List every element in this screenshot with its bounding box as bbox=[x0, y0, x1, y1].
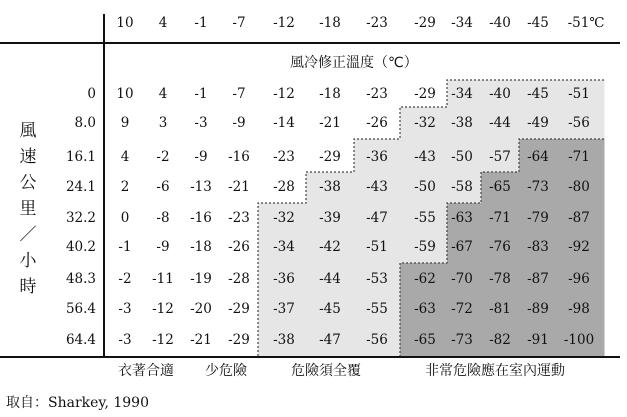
chill-value: 3 bbox=[158, 115, 168, 131]
chill-value: -7 bbox=[232, 86, 246, 102]
chill-value: -91 bbox=[527, 332, 549, 348]
chill-value: -16 bbox=[190, 210, 212, 226]
chill-value: -98 bbox=[568, 301, 590, 317]
chill-value: -43 bbox=[366, 179, 388, 195]
chill-value: -42 bbox=[319, 239, 341, 255]
chill-value: -26 bbox=[228, 239, 250, 255]
chill-value: -9 bbox=[194, 149, 208, 165]
chill-value: 9 bbox=[120, 115, 130, 131]
chill-value: -57 bbox=[489, 149, 511, 165]
wind-speed-value: 0 bbox=[87, 86, 96, 102]
chill-value: -76 bbox=[489, 239, 511, 255]
wind-speed-value: 64.4 bbox=[65, 332, 96, 348]
chill-value: 2 bbox=[120, 179, 130, 195]
legend-little-danger: 少危險 bbox=[205, 363, 247, 379]
axis-char-1: 速 bbox=[19, 147, 37, 167]
wind-speed-value: 32.2 bbox=[65, 210, 96, 226]
chill-value: -2 bbox=[156, 149, 170, 165]
subheader-corrected-temperature: 風冷修正溫度（℃） bbox=[290, 55, 418, 71]
chill-value: -20 bbox=[190, 301, 212, 317]
chill-value: 4 bbox=[158, 86, 168, 102]
wind-speed-value: 56.4 bbox=[65, 301, 96, 317]
wind-speed-value: 48.3 bbox=[65, 271, 96, 287]
chill-value: -12 bbox=[152, 332, 174, 348]
header-temp-0: 10 bbox=[116, 15, 134, 31]
header-top-rule bbox=[0, 42, 620, 44]
chill-value: -32 bbox=[414, 115, 436, 131]
chill-value: -18 bbox=[319, 86, 341, 102]
table-bottom-rule bbox=[0, 356, 620, 358]
chill-value: -29 bbox=[228, 332, 250, 348]
header-temp-7: -29 bbox=[414, 15, 436, 31]
chill-value: -51 bbox=[568, 86, 590, 102]
chill-value: -21 bbox=[190, 332, 212, 348]
axis-char-6: 時 bbox=[19, 277, 37, 297]
chill-value: 4 bbox=[120, 149, 130, 165]
axis-char-5: 小 bbox=[19, 251, 37, 271]
chill-value: -13 bbox=[190, 179, 212, 195]
legend-extreme-danger-exercise-indoors: 非常危險應在室內運動 bbox=[425, 363, 565, 379]
chill-value: -26 bbox=[366, 115, 388, 131]
chill-value: -1 bbox=[118, 239, 132, 255]
chill-value: -45 bbox=[527, 86, 549, 102]
header-temp-2: -1 bbox=[194, 15, 208, 31]
chill-value: -43 bbox=[414, 149, 436, 165]
chill-value: -96 bbox=[568, 271, 590, 287]
chill-value: -55 bbox=[414, 210, 436, 226]
chill-value: -3 bbox=[118, 301, 132, 317]
header-temp-5: -18 bbox=[319, 15, 341, 31]
chill-value: -1 bbox=[194, 86, 208, 102]
axis-char-0: 風 bbox=[19, 121, 37, 141]
chill-value: -55 bbox=[366, 301, 388, 317]
chill-value: -65 bbox=[414, 332, 436, 348]
chill-value: -45 bbox=[319, 301, 341, 317]
chill-value: -92 bbox=[568, 239, 590, 255]
chill-value: -19 bbox=[190, 271, 212, 287]
legend-danger-cover-fully: 危險須全覆 bbox=[291, 363, 361, 379]
chill-value: -65 bbox=[489, 179, 511, 195]
chill-value: -28 bbox=[228, 271, 250, 287]
chill-value: -83 bbox=[527, 239, 549, 255]
chill-value: -62 bbox=[414, 271, 436, 287]
chill-value: -71 bbox=[489, 210, 511, 226]
column-divider bbox=[103, 14, 105, 356]
chill-value: -59 bbox=[414, 239, 436, 255]
chill-value: -34 bbox=[273, 239, 295, 255]
chill-value: -11 bbox=[152, 271, 174, 287]
chill-value: -79 bbox=[527, 210, 549, 226]
chill-value: -28 bbox=[273, 179, 295, 195]
chill-value: -37 bbox=[273, 301, 295, 317]
header-temp-3: -7 bbox=[232, 15, 246, 31]
chill-value: -23 bbox=[228, 210, 250, 226]
chill-value: -49 bbox=[527, 115, 549, 131]
chill-value: -89 bbox=[527, 301, 549, 317]
chill-value: -32 bbox=[273, 210, 295, 226]
chill-value: -64 bbox=[527, 149, 549, 165]
header-temp-11: -51℃ bbox=[567, 15, 605, 31]
chill-value: -9 bbox=[232, 115, 246, 131]
chill-value: -36 bbox=[273, 271, 295, 287]
chill-value: -23 bbox=[273, 149, 295, 165]
chill-value: -81 bbox=[489, 301, 511, 317]
wind-speed-value: 16.1 bbox=[65, 149, 96, 165]
chill-value: -73 bbox=[451, 332, 473, 348]
header-temp-9: -40 bbox=[489, 15, 511, 31]
axis-char-3: 里 bbox=[19, 199, 37, 219]
source-citation: 取自：Sharkey, 1990 bbox=[6, 395, 149, 411]
chill-value: -87 bbox=[527, 271, 549, 287]
chill-value: -71 bbox=[568, 149, 590, 165]
chill-value: -53 bbox=[366, 271, 388, 287]
chill-value: -63 bbox=[414, 301, 436, 317]
chill-value: -8 bbox=[156, 210, 170, 226]
chill-value: -67 bbox=[451, 239, 473, 255]
chill-value: -56 bbox=[568, 115, 590, 131]
chill-value: -14 bbox=[273, 115, 295, 131]
chill-value: -39 bbox=[319, 210, 341, 226]
chill-value: -6 bbox=[156, 179, 170, 195]
chill-value: -29 bbox=[228, 301, 250, 317]
legend-appropriate-clothing: 衣著合適 bbox=[118, 363, 174, 379]
header-temp-6: -23 bbox=[366, 15, 388, 31]
chill-value: -50 bbox=[414, 179, 436, 195]
chill-value: -58 bbox=[451, 179, 473, 195]
chill-value: -38 bbox=[451, 115, 473, 131]
chill-value: -78 bbox=[489, 271, 511, 287]
chill-value: -12 bbox=[152, 301, 174, 317]
chill-value: -21 bbox=[319, 115, 341, 131]
chill-value: 10 bbox=[116, 86, 134, 102]
chill-value: -34 bbox=[451, 86, 473, 102]
axis-char-4: ／ bbox=[19, 225, 37, 245]
chill-value: -36 bbox=[366, 149, 388, 165]
header-temp-8: -34 bbox=[451, 15, 473, 31]
chill-value: -47 bbox=[319, 332, 341, 348]
chill-value: -73 bbox=[527, 179, 549, 195]
chill-value: -3 bbox=[118, 332, 132, 348]
chill-value: -56 bbox=[366, 332, 388, 348]
chill-value: -21 bbox=[228, 179, 250, 195]
chill-value: -70 bbox=[451, 271, 473, 287]
chill-value: 0 bbox=[120, 210, 130, 226]
chill-value: -2 bbox=[118, 271, 132, 287]
chill-value: -63 bbox=[451, 210, 473, 226]
chill-value: -18 bbox=[190, 239, 212, 255]
chill-value: -9 bbox=[156, 239, 170, 255]
header-temp-1: 4 bbox=[158, 15, 168, 31]
chill-value: -87 bbox=[568, 210, 590, 226]
chill-value: -38 bbox=[273, 332, 295, 348]
header-temp-4: -12 bbox=[273, 15, 295, 31]
axis-char-2: 公 bbox=[19, 173, 37, 193]
chill-value: -29 bbox=[319, 149, 341, 165]
chill-value: -23 bbox=[366, 86, 388, 102]
chill-value: -47 bbox=[366, 210, 388, 226]
chill-value: -38 bbox=[319, 179, 341, 195]
chill-value: -16 bbox=[228, 149, 250, 165]
chill-value: -72 bbox=[451, 301, 473, 317]
chill-value: -80 bbox=[568, 179, 590, 195]
chill-value: -82 bbox=[489, 332, 511, 348]
header-temp-10: -45 bbox=[527, 15, 549, 31]
wind-speed-value: 8.0 bbox=[74, 115, 96, 131]
chill-value: -50 bbox=[451, 149, 473, 165]
chill-value: -100 bbox=[563, 332, 595, 348]
chill-value: -40 bbox=[489, 86, 511, 102]
chill-value: -44 bbox=[489, 115, 511, 131]
chill-value: -3 bbox=[194, 115, 208, 131]
chill-value: -12 bbox=[273, 86, 295, 102]
wind-speed-value: 24.1 bbox=[65, 179, 96, 195]
chill-value: -44 bbox=[319, 271, 341, 287]
chill-value: -29 bbox=[414, 86, 436, 102]
wind-speed-value: 40.2 bbox=[65, 239, 96, 255]
chill-value: -51 bbox=[366, 239, 388, 255]
